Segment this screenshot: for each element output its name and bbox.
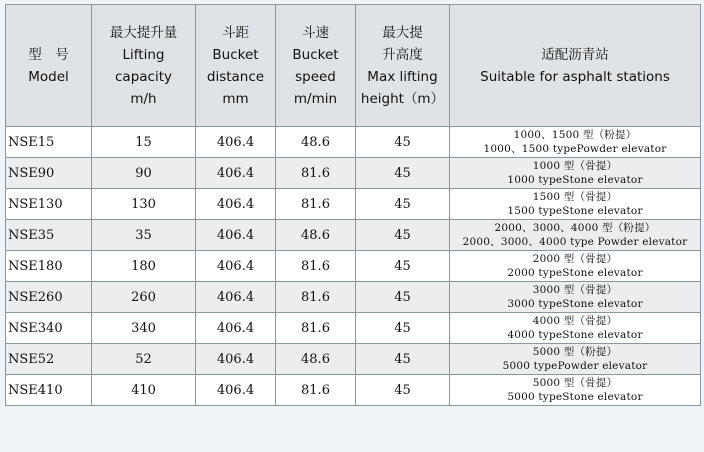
height-cell: 45 bbox=[356, 282, 450, 313]
capacity-cell: 52 bbox=[92, 344, 196, 375]
model-cell: NSE180 bbox=[6, 251, 92, 282]
header-distance-en-2: distance bbox=[206, 68, 265, 85]
capacity-cell: 260 bbox=[92, 282, 196, 313]
suitable-en-text: 2000、3000、4000 type Powder elevator bbox=[462, 236, 688, 248]
model-cell: NSE90 bbox=[6, 158, 92, 189]
distance-cell: 406.4 bbox=[196, 220, 276, 251]
header-suitable-cn: 适配沥青站 bbox=[541, 46, 609, 63]
height-cell: 45 bbox=[356, 344, 450, 375]
suitable-cell bbox=[450, 189, 701, 220]
header-distance-unit: mm bbox=[222, 90, 249, 107]
capacity-cell: 130 bbox=[92, 189, 196, 220]
table-row bbox=[6, 189, 701, 220]
table-row bbox=[6, 375, 701, 406]
header-speed-en-1: Bucket bbox=[292, 46, 339, 63]
capacity-cell: 90 bbox=[92, 158, 196, 189]
suitable-en-text: 1500 typeStone elevator bbox=[507, 205, 643, 217]
distance-cell: 406.4 bbox=[196, 375, 276, 406]
suitable-cell bbox=[450, 313, 701, 344]
suitable-en-text: 5000 typePowder elevator bbox=[502, 360, 648, 372]
table-row bbox=[6, 313, 701, 344]
distance-cell: 406.4 bbox=[196, 127, 276, 158]
model-cell: NSE52 bbox=[6, 344, 92, 375]
header-model-en: Model bbox=[28, 68, 69, 85]
header-model-cn: 型 号 bbox=[28, 46, 69, 63]
distance-cell: 406.4 bbox=[196, 158, 276, 189]
suitable-cn-text: 4000 型（骨提） bbox=[532, 315, 618, 327]
speed-cell: 81.6 bbox=[276, 313, 356, 344]
model-cell: NSE15 bbox=[6, 127, 92, 158]
header-height-cn-2: 升高度 bbox=[382, 46, 423, 63]
header-speed-unit: m/min bbox=[293, 90, 338, 107]
suitable-en-text: 4000 typeStone elevator bbox=[507, 329, 643, 341]
header-height-en-1: Max lifting bbox=[367, 68, 438, 85]
header-distance bbox=[196, 5, 276, 127]
height-cell: 45 bbox=[356, 189, 450, 220]
header-suitable-en: Suitable for asphalt stations bbox=[480, 68, 670, 85]
speed-cell: 81.6 bbox=[276, 375, 356, 406]
suitable-cell bbox=[450, 375, 701, 406]
table-row bbox=[6, 127, 701, 158]
suitable-en-text: 1000 typeStone elevator bbox=[507, 174, 643, 186]
speed-cell: 48.6 bbox=[276, 220, 356, 251]
capacity-cell: 180 bbox=[92, 251, 196, 282]
height-cell: 45 bbox=[356, 158, 450, 189]
suitable-en-text: 2000 typeStone elevator bbox=[507, 267, 643, 279]
distance-cell: 406.4 bbox=[196, 313, 276, 344]
model-cell: NSE410 bbox=[6, 375, 92, 406]
header-capacity-unit: m/h bbox=[130, 90, 157, 107]
suitable-cn-text: 1000、1500 型（粉提） bbox=[513, 129, 637, 141]
suitable-cell bbox=[450, 251, 701, 282]
header-speed-en-2: speed bbox=[295, 68, 336, 85]
table-body bbox=[6, 127, 701, 406]
suitable-cn-text: 1500 型（骨提） bbox=[532, 191, 618, 203]
header-row bbox=[6, 5, 701, 127]
model-cell: NSE340 bbox=[6, 313, 92, 344]
distance-cell: 406.4 bbox=[196, 251, 276, 282]
suitable-cell bbox=[450, 127, 701, 158]
suitable-en-text: 3000 typeStone elevator bbox=[507, 298, 643, 310]
distance-cell: 406.4 bbox=[196, 189, 276, 220]
suitable-cn-text: 5000 型（粉提） bbox=[532, 346, 618, 358]
header-model bbox=[6, 5, 92, 127]
capacity-cell: 410 bbox=[92, 375, 196, 406]
header-height bbox=[356, 5, 450, 127]
suitable-cell bbox=[450, 282, 701, 313]
speed-cell: 48.6 bbox=[276, 344, 356, 375]
table-row bbox=[6, 220, 701, 251]
table-header bbox=[6, 5, 701, 127]
elevator-spec-table bbox=[5, 4, 701, 406]
suitable-cn-text: 1000 型（骨提） bbox=[532, 160, 618, 172]
capacity-cell: 35 bbox=[92, 220, 196, 251]
suitable-cn-text: 2000、3000、4000 型（粉提） bbox=[494, 222, 656, 234]
suitable-cell bbox=[450, 220, 701, 251]
model-cell: NSE260 bbox=[6, 282, 92, 313]
header-distance-en-1: Bucket bbox=[212, 46, 259, 63]
model-cell: NSE35 bbox=[6, 220, 92, 251]
suitable-cn-text: 2000 型（骨提） bbox=[532, 253, 618, 265]
distance-cell: 406.4 bbox=[196, 344, 276, 375]
suitable-cn-text: 5000 型（骨提） bbox=[532, 377, 618, 389]
capacity-cell: 340 bbox=[92, 313, 196, 344]
table-row bbox=[6, 282, 701, 313]
spec-table-wrapper bbox=[5, 4, 700, 406]
height-cell: 45 bbox=[356, 375, 450, 406]
model-cell: NSE130 bbox=[6, 189, 92, 220]
header-capacity-cn: 最大提升量 bbox=[109, 24, 178, 41]
speed-cell: 81.6 bbox=[276, 251, 356, 282]
height-cell: 45 bbox=[356, 313, 450, 344]
suitable-cell bbox=[450, 158, 701, 189]
height-cell: 45 bbox=[356, 251, 450, 282]
header-capacity-en-2: capacity bbox=[115, 68, 172, 85]
height-cell: 45 bbox=[356, 127, 450, 158]
table-row bbox=[6, 158, 701, 189]
suitable-en-text: 5000 typeStone elevator bbox=[507, 391, 643, 403]
suitable-cn-text: 3000 型（骨提） bbox=[532, 284, 618, 296]
height-cell: 45 bbox=[356, 220, 450, 251]
header-height-cn-1: 最大提 bbox=[382, 24, 423, 41]
capacity-cell: 15 bbox=[92, 127, 196, 158]
table-row bbox=[6, 251, 701, 282]
suitable-cell bbox=[450, 344, 701, 375]
suitable-en-text: 1000、1500 typePowder elevator bbox=[483, 143, 667, 155]
table-row bbox=[6, 344, 701, 375]
header-speed bbox=[276, 5, 356, 127]
speed-cell: 81.6 bbox=[276, 158, 356, 189]
speed-cell: 48.6 bbox=[276, 127, 356, 158]
speed-cell: 81.6 bbox=[276, 282, 356, 313]
header-speed-cn: 斗速 bbox=[302, 24, 329, 41]
header-capacity-en-1: Lifting bbox=[122, 46, 165, 63]
distance-cell: 406.4 bbox=[196, 282, 276, 313]
header-height-en-2: height（m） bbox=[360, 90, 445, 107]
header-distance-cn: 斗距 bbox=[222, 24, 249, 41]
speed-cell: 81.6 bbox=[276, 189, 356, 220]
header-suitable bbox=[450, 5, 701, 127]
header-capacity bbox=[92, 5, 196, 127]
